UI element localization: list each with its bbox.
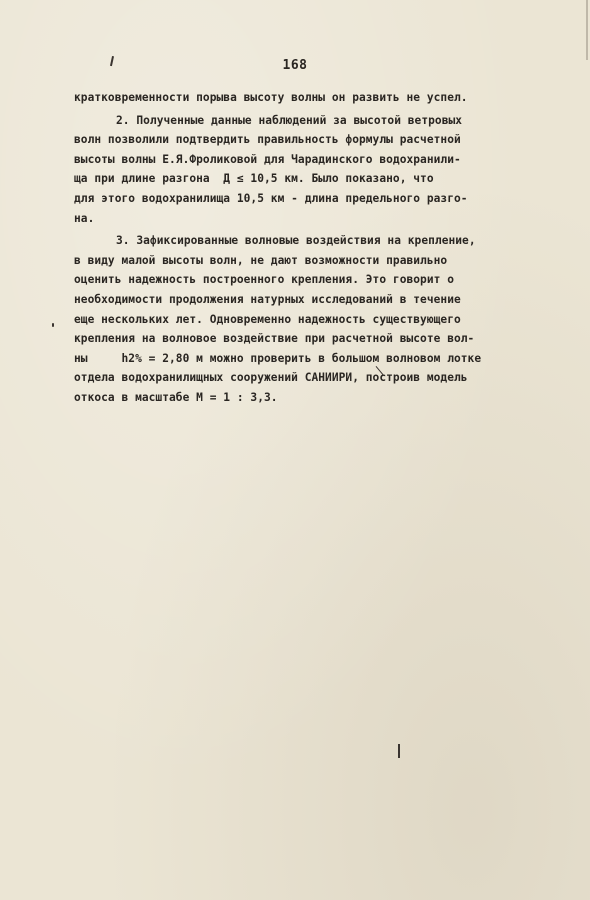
paragraph-2-start: 2. Полученные данные наблюдений за высотой ветровых: [116, 113, 463, 127]
text-line: высоты волны Е.Я.Фроликовой для Чарадинского водохранили-: [74, 152, 461, 166]
text-line: необходимости продолжения натурных исследований в течение: [74, 292, 461, 306]
text-line: отдела водохранилищных сооружений САНИИРИ, построив модель: [74, 371, 468, 385]
text-line: крепления на волновое воздействие при расчетной высоте вол-: [74, 332, 475, 346]
paragraph-3-start: 3. Зафиксированные волновые воздействия на крепление,: [116, 234, 476, 248]
text-line: кратковременности порыва высоту волны он развить не успел.: [74, 91, 468, 104]
text-line: ны h2% = 2,80 м можно проверить в большом волновом лотке: [74, 351, 482, 365]
text-line: волн позволили подтвердить правильность формулы расчетной: [74, 133, 461, 147]
text-line: оценить надежность построенного крепления. Это говорит о: [74, 273, 454, 287]
text-line: еще нескольких лет. Одновременно надежность существующего: [74, 312, 461, 326]
margin-dot: [52, 323, 54, 327]
text-line: на.: [74, 211, 95, 225]
body-text: [74, 88, 534, 408]
text-line: для этого водохранилища 10,5 км - длина предельного разго-: [74, 191, 468, 205]
pencil-mark-bottom: [398, 744, 400, 758]
text-line: ща при длине разгона Д ≤ 10,5 км. Было показано, что: [74, 172, 434, 186]
page-number: 168: [282, 58, 308, 73]
page-edge-shadow: [586, 0, 588, 60]
text-line: в виду малой высоты волн, не дают возможности правильно: [74, 253, 448, 267]
text-line: откоса в масштабе М = 1 : 3,3.: [74, 390, 278, 404]
